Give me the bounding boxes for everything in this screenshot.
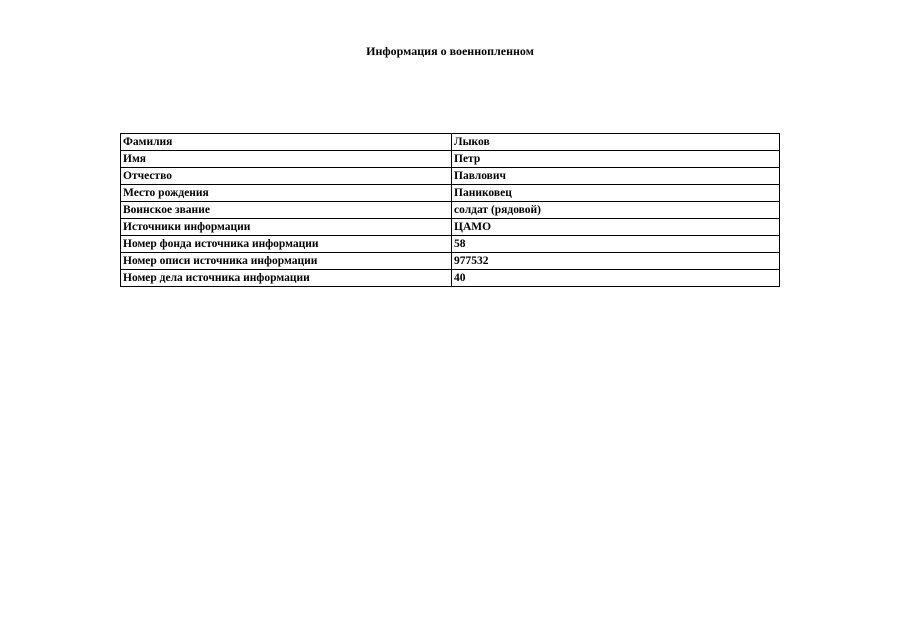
row-label-sources: Источники информации [121,219,452,236]
table-row [121,134,780,151]
table-row [121,202,780,219]
row-label-fond-number: Номер фонда источника информации [121,236,452,253]
row-value-patronymic: Павлович [452,168,780,185]
row-value-rank: солдат (рядовой) [452,202,780,219]
row-value-inventory-number: 977532 [452,253,780,270]
table-row [121,168,780,185]
row-value-fond-number: 58 [452,236,780,253]
table-row [121,151,780,168]
page-title: Информация о военнопленном [366,44,534,58]
row-label-surname: Фамилия [121,134,452,151]
row-label-first-name: Имя [121,151,452,168]
row-label-inventory-number: Номер описи источника информации [121,253,452,270]
row-label-rank: Воинское звание [121,202,452,219]
row-value-birthplace: Паниковец [452,185,780,202]
table-row [121,270,780,287]
table-row [121,236,780,253]
row-label-file-number: Номер дела источника информации [121,270,452,287]
table-row [121,253,780,270]
row-value-file-number: 40 [452,270,780,287]
info-table [120,133,780,287]
row-label-patronymic: Отчество [121,168,452,185]
row-value-first-name: Петр [452,151,780,168]
row-label-birthplace: Место рождения [121,185,452,202]
table-row [121,219,780,236]
row-value-surname: Лыков [452,134,780,151]
table-row [121,185,780,202]
row-value-sources: ЦАМО [452,219,780,236]
